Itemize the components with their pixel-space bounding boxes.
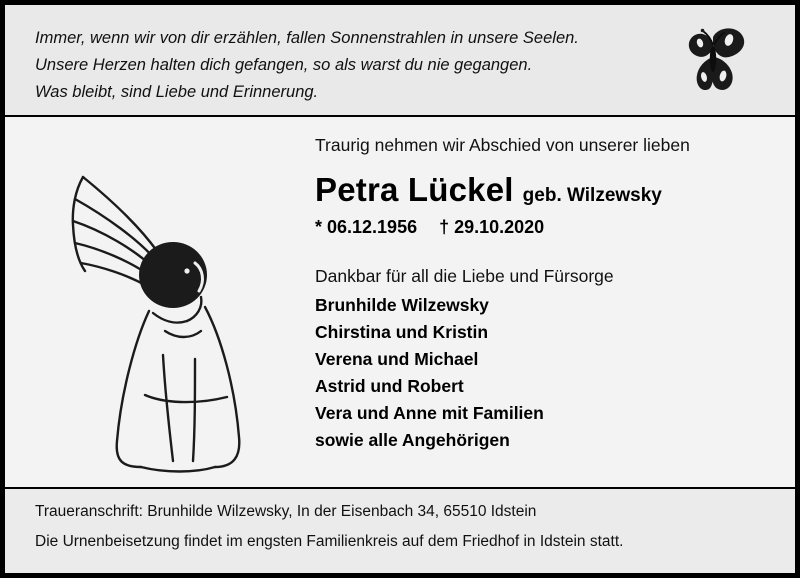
intro-line: Traurig nehmen wir Abschied von unserer lieben xyxy=(315,135,690,155)
life-dates xyxy=(315,217,785,238)
deceased-name: Petra Lückel xyxy=(315,171,514,208)
mourners-list xyxy=(315,292,785,454)
death-date: † 29.10.2020 xyxy=(439,217,545,237)
verse-line-1: Immer, wenn wir von dir erzählen, fallen Sonnenstrahlen in unsere Seelen. xyxy=(35,29,579,47)
list-item: sowie alle Angehörigen xyxy=(315,430,510,450)
list-item: Verena und Michael xyxy=(315,349,479,369)
angel-icon xyxy=(45,155,275,475)
memorial-verse xyxy=(35,25,655,106)
divider-bottom xyxy=(5,487,795,489)
main-text-column xyxy=(315,133,785,454)
list-item: Vera und Anne mit Familien xyxy=(315,403,544,423)
list-item: Brunhilde Wilzewsky xyxy=(315,295,489,315)
funeral-note: Die Urnenbeisetzung findet im engsten Familienkreis auf dem Friedhof in Idstein statt. xyxy=(35,533,624,550)
name-line xyxy=(315,171,785,209)
divider-top xyxy=(5,115,795,117)
birth-date: * 06.12.1956 xyxy=(315,217,418,237)
butterfly-icon xyxy=(673,23,753,103)
maiden-name: geb. Wilzewsky xyxy=(522,185,662,206)
list-item: Chirstina und Kristin xyxy=(315,322,489,342)
thanks-line: Dankbar für all die Liebe und Fürsorge xyxy=(315,266,614,286)
verse-line-2: Unsere Herzen halten dich gefangen, so als warst du nie gegangen. xyxy=(35,56,533,74)
verse-line-3: Was bleibt, sind Liebe und Erinnerung. xyxy=(35,83,319,101)
list-item: Astrid und Robert xyxy=(315,376,464,396)
footer-info xyxy=(35,497,775,557)
mourning-address: Traueranschrift: Brunhilde Wilzewsky, In der Eisenbach 34, 65510 Idstein xyxy=(35,503,537,520)
